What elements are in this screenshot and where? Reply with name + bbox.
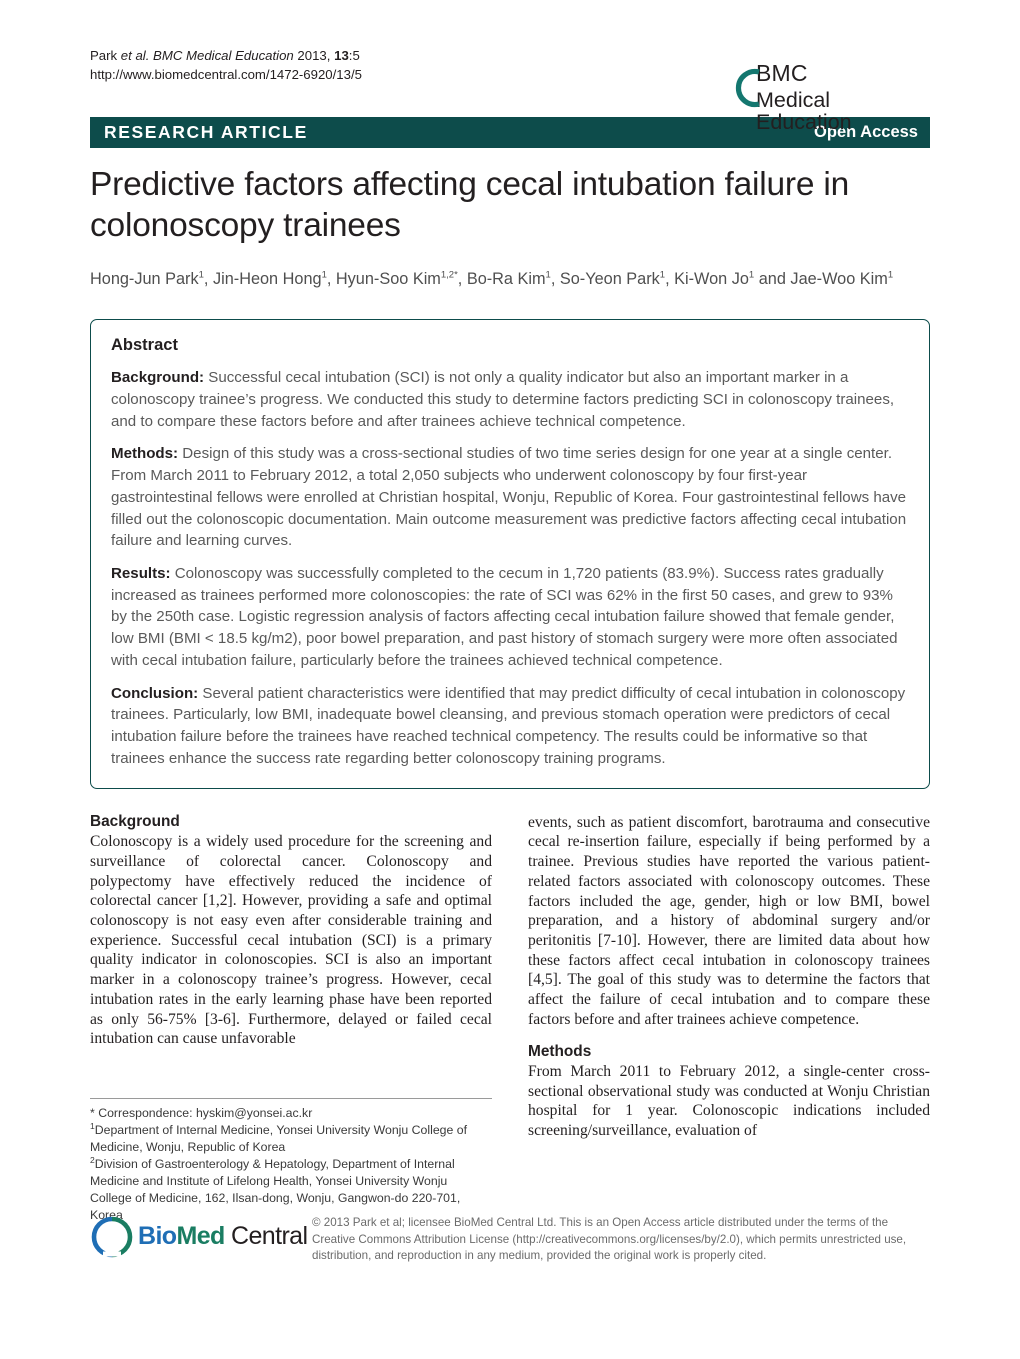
section-heading-background: Background	[90, 812, 180, 830]
running-head-url[interactable]: http://www.biomedcentral.com/1472-6920/13/5	[90, 66, 362, 82]
biomed-central-logo	[90, 1213, 308, 1259]
citation-year: 2013,	[293, 48, 335, 63]
body-columns	[90, 813, 930, 1141]
affiliation-1	[90, 1122, 492, 1156]
section-heading-methods: Methods	[528, 1042, 592, 1060]
abstract-section-text: Colonoscopy was successfully completed to the cecum in 1,720 patients (83.9%). Success rates gradually increased as trainees performed more colonoscopies: the rate of SCI was 62% in the first 50 cases, and grew to 93% by the 250th case. Logistic regression analysis of factors affecting cecal intubation failure showed that female gender, low BMI (BMI < 18.5 kg/m2), poor bowel preparation, and past history of stomach surgery were more often associated with cecal intubation failure, particularly before the trainees achieved technical competence.	[111, 565, 898, 669]
body-column-right	[528, 813, 930, 1141]
abstract-heading: Abstract	[111, 336, 178, 355]
footnote-divider	[90, 1098, 492, 1099]
body-column-left	[90, 813, 492, 1141]
abstract-box	[90, 319, 930, 788]
abstract-section-text: Successful cecal intubation (SCI) is not only a quality indicator but also an important marker in a colonoscopy trainee’s progress. We conducted this study to determine factors predicting SCI in colonoscopy trainees, and to compare these factors before and after trainees achieve technical competence.	[111, 369, 895, 430]
bmc-arc-icon	[726, 67, 768, 109]
body-paragraph: From March 2011 to February 2012, a single-center cross-sectional observational study was conducted at Wonju Christian hospital for 1 year. Colonoscopic indications included screening/surveillance, evaluation of	[528, 1063, 930, 1140]
page-title: Predictive factors affecting cecal intubation failure in colonoscopy trainees	[90, 166, 850, 244]
abstract-section-label: Results:	[111, 565, 171, 583]
abstract-section-label: Background:	[111, 369, 205, 387]
affiliation-2-marker: 2	[90, 1155, 95, 1166]
footnote-column	[90, 1098, 492, 1225]
journal-logo-name: BMC	[756, 60, 808, 86]
affiliation-1-text: Department of Internal Medicine, Yonsei University Wonju College of Medicine, Wonju, Republic of Korea	[90, 1123, 468, 1155]
wordmark-central: Central	[224, 1222, 308, 1250]
journal-logo-subtitle: Medical Education	[756, 88, 852, 134]
correspondence-line[interactable]: * Correspondence: hyskim@yonsei.ac.kr	[90, 1106, 313, 1120]
footnote-area	[90, 1098, 930, 1225]
abstract-section-label: Methods:	[111, 445, 179, 463]
footnote-column-spacer	[528, 1098, 930, 1225]
citation-issue: :5	[348, 48, 360, 63]
page-footer	[90, 1213, 930, 1265]
abstract-section	[111, 683, 909, 770]
biomed-central-wordmark	[138, 1222, 307, 1251]
affiliation-2-text: Division of Gastroenterology & Hepatology, Department of Internal Medicine and Institute of Lifelong Health, Yonsei University Wonju College of Medicine, 162, Ilsan-dong, Wonju, Gangwon-do 220-701, Korea	[90, 1157, 461, 1223]
journal-logo	[720, 62, 930, 133]
abstract-section-text: Several patient characteristics were identified that may predict difficulty of cecal intubation in colonoscopy trainees. Particularly, low BMI, inadequate bowel cleansing, and previous stomach operation were predictors of cecal intubation failure before the trainees have reached technical competency. The results could be informative so that trainees enhance the success rate regarding better colonoscopy training programs.	[111, 684, 906, 767]
abstract-section-text: Design of this study was a cross-sectional studies of two time series design for one year at a single center. From March 2011 to February 2012, a total 2,050 subjects who underwent colonoscopy by four first-year gastrointestinal fellows were enrolled at Christian hospital, Wonju, Republic of Korea. Four gastrointestinal fellows have filled out the colonoscopic documentation. Main outcome measurement was predictive factors affecting cecal intubation failure and learning curves.	[111, 445, 907, 550]
running-head-citation	[90, 48, 360, 63]
biomed-ring-icon	[90, 1215, 134, 1259]
author-list: Hong-Jun Park$^1$, Jin-Heon Hong$^1$, Hyun-Soo Kim$^{1,2*}$, Bo-Ra Kim$^1$, So-Yeon Park$^1$, Ki-Won Jo$^1$ and Jae-Woo Kim$^1$	[90, 269, 894, 288]
citation-journal: et al. BMC Medical Education	[120, 48, 294, 63]
abstract-section-label: Conclusion:	[111, 684, 199, 702]
affiliation-1-marker: 1	[90, 1120, 95, 1131]
wordmark-med: Med	[176, 1222, 225, 1250]
open-access-badge: Open Access	[814, 123, 918, 142]
article-type-label: RESEARCH ARTICLE	[104, 122, 308, 143]
copyright-text: © 2013 Park et al; licensee BioMed Central Ltd. This is an Open Access article distributed under the terms of the Creative Commons Attribution License (http://creativecommons.org/licenses/by/2.0), which permits unrestricted use, distribution, and reproduction in any medium, provided the original work is properly cited.	[312, 1216, 907, 1263]
wordmark-bio: Bio	[138, 1222, 177, 1250]
abstract-section	[111, 367, 909, 432]
abstract-section	[111, 563, 909, 672]
citation-volume: 13	[334, 48, 349, 63]
body-paragraph: events, such as patient discomfort, barotrauma and consecutive cecal re-insertion failure, especially if being performed by a trainee. Previous studies have reported the various patient-related factors associated with colonoscopy outcomes. These factors included the age, gender, high or low BMI, bowel preparation, and a history of abdominal surgery and/or peritonitis [7-10]. However, there are limited data about how these factors affect cecal intubation in colonoscopy trainees [4,5]. The goal of this study was to determine the factors that affect the failure of cecal intubation and to compare these factors before and after trainees achieve competence.	[528, 813, 930, 1028]
body-paragraph: Colonoscopy is a widely used procedure for the screening and surveillance of colorectal cancer. Colonoscopy and polypectomy have effectively reduced the incidence of colorectal cancer [1,2]. However, providing a safe and optimal colonoscopy is not easy even after considerable training and experience. Successful cecal intubation (SCI) is a primary quality indicator in colonoscopies. SCI is also an important marker in a colonoscopy trainee’s progress. However, cecal intubation rates in the early learning phase have been reported as only 56-75% [3-6]. Furthermore, delayed or failed cecal intubation can cause unfavorable	[90, 833, 492, 1048]
abstract-section	[111, 443, 909, 552]
citation-prefix: Park	[90, 48, 121, 63]
